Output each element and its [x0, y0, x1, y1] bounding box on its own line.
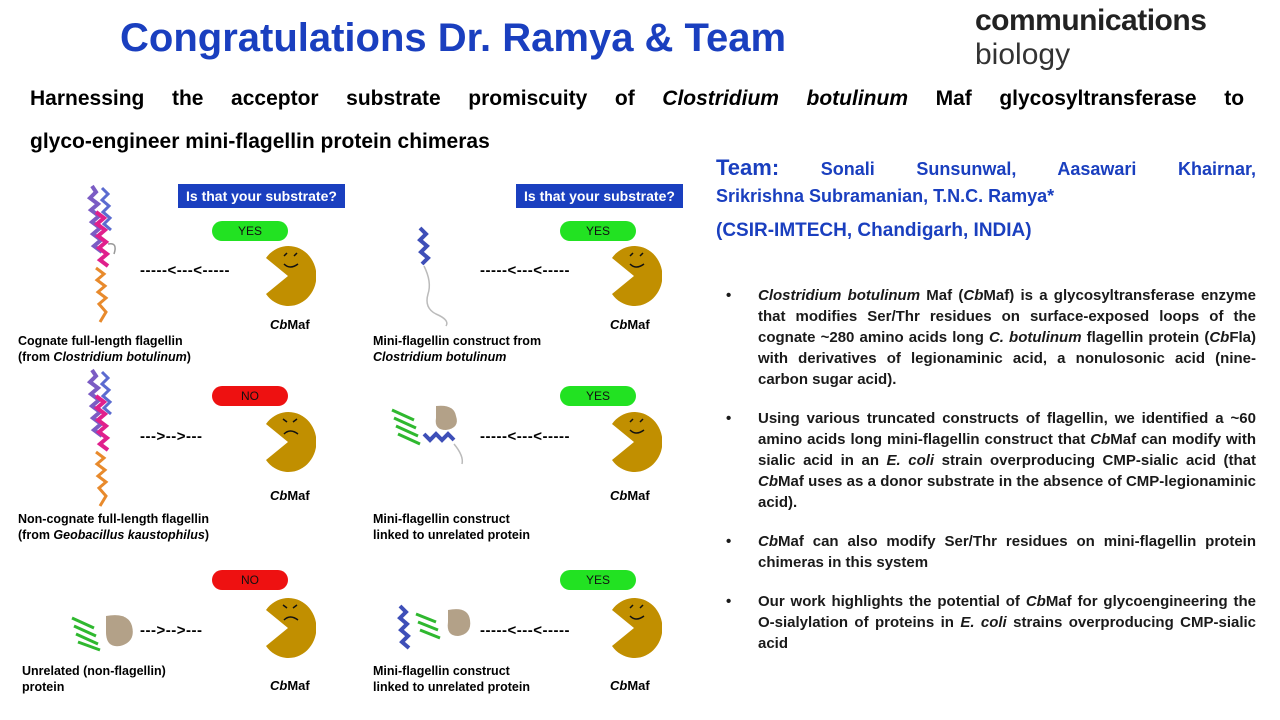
panel-caption: Non-cognate full-length flagellin (from Geobacillus kaustophilus) [18, 512, 210, 542]
mini-flagellin-structure [410, 222, 470, 332]
team-line2: Srikrishna Subramanian, T.N.C. Ramya* [716, 186, 1055, 206]
pacman-happy-icon [606, 596, 662, 660]
list-item: • Our work highlights the potential of CbMaf for glycoengineering the O-sialylation of proteins in E. coli strains overproducing CMP-sialic acid [726, 593, 1256, 652]
paper-title-line2: glyco-engineer mini-flagellin protein chimeras [30, 130, 490, 153]
page-title: Congratulations Dr. Ramya & Team [120, 16, 787, 60]
mini-flagellin-chimera-structure [384, 400, 474, 470]
journal-logo-line1: communications [975, 4, 1207, 37]
pacman-sad-icon [260, 596, 316, 660]
arrow-reaction: -----<---<----- [480, 262, 570, 279]
affiliation: (CSIR-IMTECH, Chandigarh, INDIA) [716, 220, 1032, 241]
arrow-reaction: --->-->--- [140, 428, 203, 445]
team-line1: Team: Sonali Sunsunwal, Aasawari Khairnar, [716, 155, 1256, 180]
pacman-happy-icon [606, 410, 662, 474]
enzyme-label: CbMaf [610, 488, 650, 503]
enzyme-label: CbMaf [270, 488, 310, 503]
summary-list [726, 285, 1256, 672]
enzyme-label: CbMaf [610, 317, 650, 332]
answer-yes-badge: YES [560, 570, 636, 590]
answer-yes-badge: YES [212, 221, 288, 241]
panel-caption: Mini-flagellin construct from Clostridium botulinum [373, 334, 542, 364]
enzyme-label: CbMaf [610, 678, 650, 693]
panel-caption: Cognate full-length flagellin (from Clostridium botulinum) [18, 334, 191, 364]
panel-caption: Unrelated (non-flagellin) protein [22, 664, 166, 694]
paper-title-line1: Harnessing the acceptor substrate promiscuity of Clostridium botulinum Maf glycosyltransferase to [30, 87, 1245, 110]
pacman-happy-icon [260, 244, 316, 308]
answer-yes-badge: YES [560, 221, 636, 241]
panel-caption: Mini-flagellin construct linked to unrelated protein [373, 512, 530, 542]
non-cognate-flagellin-structure [78, 366, 128, 516]
mini-flagellin-chimera-structure [394, 600, 478, 656]
list-item: • CbMaf can also modify Ser/Thr residues on mini-flagellin protein chimeras in this system [726, 533, 1256, 571]
pacman-sad-icon [260, 410, 316, 474]
full-length-flagellin-structure [78, 182, 128, 332]
list-item: • Using various truncated constructs of flagellin, we identified a ~60 amino acids long mini-flagellin construct that CbMaf can modify with sialic acid in an E. coli strain overproducing CMP-sialic acid (that CbMaf uses as a donor substrate in the absence of CMP-legionaminic acid). [726, 410, 1256, 511]
question-banner-right: Is that your substrate? [516, 184, 683, 208]
unrelated-protein-structure [66, 610, 142, 656]
arrow-reaction: --->-->--- [140, 622, 203, 639]
enzyme-label: CbMaf [270, 678, 310, 693]
list-item: • Clostridium botulinum Maf (CbMaf) is a glycosyltransferase enzyme that modifies Ser/Thr residues on surface-exposed loops of the cognate ~280 amino acids long C. botulinum flagellin protein (CbFla) with derivatives of legionaminic acid, a nonulosonic acid (nine-carbon sugar acid). [726, 287, 1256, 388]
question-banner-left: Is that your substrate? [178, 184, 345, 208]
arrow-reaction: -----<---<----- [480, 622, 570, 639]
answer-no-badge: NO [212, 570, 288, 590]
pacman-happy-icon [606, 244, 662, 308]
answer-yes-badge: YES [560, 386, 636, 406]
panel-caption: Mini-flagellin construct linked to unrelated protein [373, 664, 530, 694]
journal-logo-line2: biology [975, 38, 1071, 71]
enzyme-label: CbMaf [270, 317, 310, 332]
arrow-reaction: -----<---<----- [480, 428, 570, 445]
arrow-reaction: -----<---<----- [140, 262, 230, 279]
answer-no-badge: NO [212, 386, 288, 406]
